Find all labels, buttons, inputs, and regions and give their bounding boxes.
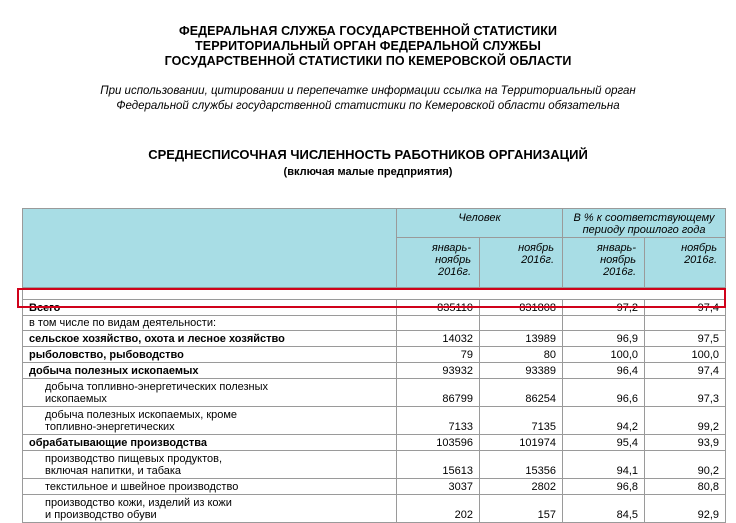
cell-value: 14032 — [397, 331, 480, 347]
row-label: Всего — [23, 300, 397, 316]
row-label-line: и производство обуви — [45, 509, 157, 521]
cell-value: 97,3 — [645, 379, 726, 407]
sub-header-line: ноябрь — [600, 254, 637, 266]
table-row-section-caption — [23, 316, 726, 331]
cell-value: 94,1 — [563, 451, 645, 479]
agency-line: ГОСУДАРСТВЕННОЙ СТАТИСТИКИ ПО КЕМЕРОВСКОЙ ОБЛАСТИ — [164, 54, 572, 68]
cell-value: 15613 — [397, 451, 480, 479]
cell-value: 96,9 — [563, 331, 645, 347]
cell-value: 92,9 — [645, 495, 726, 523]
cell-value: 97,2 — [563, 300, 645, 316]
cell-empty — [645, 316, 726, 331]
report-subtitle: (включая малые предприятия) — [283, 166, 453, 178]
cell-value: 99,2 — [645, 407, 726, 435]
sub-header-jan-nov-persons — [397, 238, 480, 288]
row-label-line: включая напитки, и табака — [45, 465, 182, 477]
row-label-line: производство кожи, изделий из кожи — [45, 497, 232, 509]
cell-value: 97,4 — [645, 363, 726, 379]
cell-value: 86254 — [480, 379, 563, 407]
table-row — [23, 379, 726, 407]
sub-header-line: ноябрь — [681, 242, 718, 254]
table-row — [23, 331, 726, 347]
row-label: обрабатывающие производства — [23, 435, 397, 451]
table-row — [23, 347, 726, 363]
agency-line: ТЕРРИТОРИАЛЬНЫЙ ОРГАН ФЕДЕРАЛЬНОЙ СЛУЖБЫ — [195, 39, 541, 53]
row-label: в том числе по видам деятельности: — [23, 316, 397, 331]
cell-value: 96,8 — [563, 479, 645, 495]
cell-value: 96,4 — [563, 363, 645, 379]
sub-header-line: 2016г. — [438, 266, 471, 278]
row-label-line: добыча полезных ископаемых, кроме — [45, 409, 238, 421]
cell-value: 2802 — [480, 479, 563, 495]
sub-header-line: январь- — [596, 242, 637, 254]
cell-value: 100,0 — [563, 347, 645, 363]
cell-value: 86799 — [397, 379, 480, 407]
cell-value: 15356 — [480, 451, 563, 479]
sub-header-nov-persons — [480, 238, 563, 288]
cell-value: 103596 — [397, 435, 480, 451]
cell-value: 90,2 — [645, 451, 726, 479]
row-label-line: ископаемых — [45, 393, 107, 405]
table-row — [23, 363, 726, 379]
statistics-table — [22, 208, 726, 523]
sub-header-line: январь- — [431, 242, 471, 254]
row-label-line: топливно-энергетических — [45, 421, 175, 433]
cell-value: 94,2 — [563, 407, 645, 435]
notice-line: Федеральной службы государственной статистики по Кемеровской области обязательна — [116, 100, 620, 112]
sub-header-line: ноябрь — [435, 254, 471, 266]
cell-empty — [397, 316, 480, 331]
table-row — [23, 407, 726, 435]
table-row — [23, 435, 726, 451]
notice-line: При использовании, цитировании и перепечатке информации ссылка на Территориальный орган — [100, 85, 636, 97]
sub-header-line: 2016г. — [603, 266, 637, 278]
sub-header-line: 2016г. — [521, 254, 555, 266]
cell-value: 95,4 — [563, 435, 645, 451]
sub-header-line: ноябрь — [518, 242, 555, 254]
cell-value: 79 — [397, 347, 480, 363]
sub-header-nov-percent — [645, 238, 726, 288]
sub-header-jan-nov-percent — [563, 238, 645, 288]
row-label: сельское хозяйство, охота и лесное хозяйство — [23, 331, 397, 347]
cell-value: 202 — [397, 495, 480, 523]
row-label-line: добыча топливно-энергетических полезных — [45, 381, 269, 393]
row-label — [23, 495, 397, 523]
cell-value: 93389 — [480, 363, 563, 379]
cell-value: 100,0 — [645, 347, 726, 363]
cell-value: 101974 — [480, 435, 563, 451]
cell-value: 97,5 — [645, 331, 726, 347]
group-header-persons: Человек — [397, 209, 563, 238]
sub-header-line: 2016г. — [684, 254, 718, 266]
group-header-percent-line: В % к соответствующему — [573, 212, 715, 224]
row-label-line: производство пищевых продуктов, — [45, 453, 223, 465]
total-row-highlight — [17, 288, 726, 308]
agency-line: ФЕДЕРАЛЬНАЯ СЛУЖБА ГОСУДАРСТВЕННОЙ СТАТИСТИКИ — [178, 24, 558, 38]
cell-value: 831808 — [480, 300, 563, 316]
cell-value: 80 — [480, 347, 563, 363]
table-row — [23, 495, 726, 523]
table-row — [23, 451, 726, 479]
row-label: добыча полезных ископаемых — [23, 363, 397, 379]
row-label: текстильное и швейное производство — [23, 479, 397, 495]
citation-notice — [0, 84, 736, 114]
cell-value: 96,6 — [563, 379, 645, 407]
cell-value: 13989 — [480, 331, 563, 347]
cell-value: 3037 — [397, 479, 480, 495]
cell-value: 835110 — [397, 300, 480, 316]
agency-header — [0, 24, 736, 69]
row-label — [23, 451, 397, 479]
row-label — [23, 407, 397, 435]
row-label — [23, 379, 397, 407]
row-label: рыболовство, рыбоводство — [23, 347, 397, 363]
table-row — [23, 479, 726, 495]
cell-value: 93,9 — [645, 435, 726, 451]
cell-value: 157 — [480, 495, 563, 523]
cell-value: 80,8 — [645, 479, 726, 495]
report-title: СРЕДНЕСПИСОЧНАЯ ЧИСЛЕННОСТЬ РАБОТНИКОВ ОРГАНИЗАЦИЙ — [148, 147, 588, 162]
cell-value: 7133 — [397, 407, 480, 435]
cell-value: 84,5 — [563, 495, 645, 523]
group-header-percent-line: периоду прошлого года — [582, 224, 706, 236]
group-header-percent — [563, 209, 726, 238]
cell-value: 93932 — [397, 363, 480, 379]
cell-empty — [480, 316, 563, 331]
cell-value: 97,4 — [645, 300, 726, 316]
cell-empty — [563, 316, 645, 331]
header-empty-cell — [23, 209, 397, 288]
cell-value: 7135 — [480, 407, 563, 435]
